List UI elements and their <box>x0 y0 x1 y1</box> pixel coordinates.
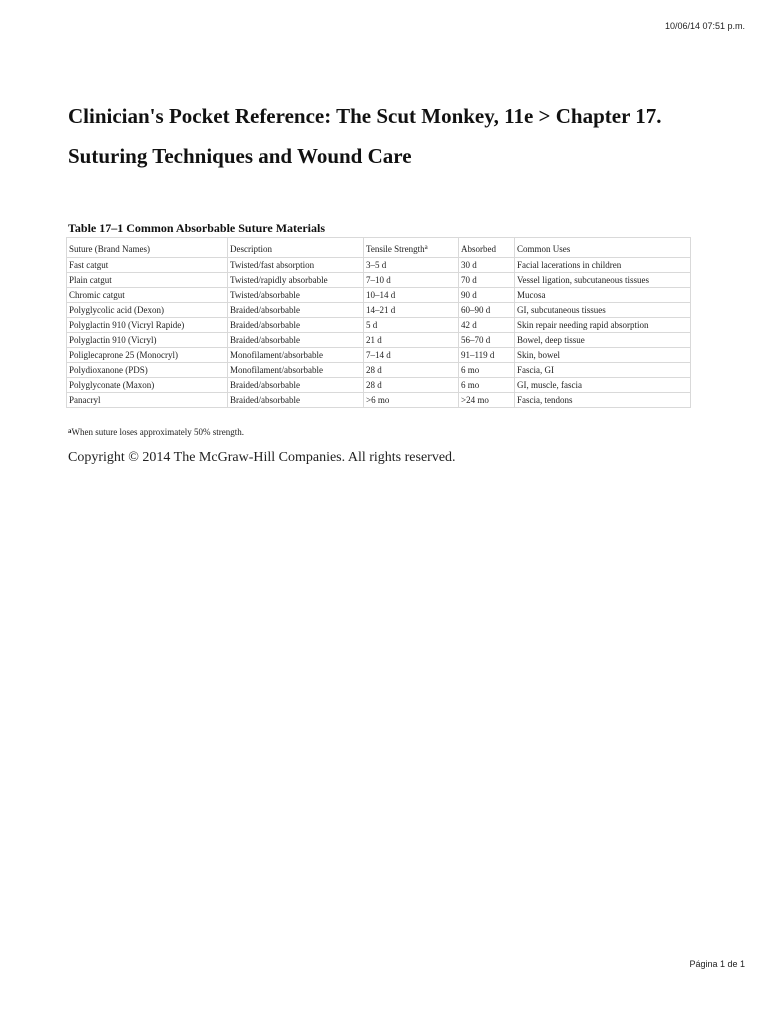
cell-suture: Plain catgut <box>67 273 228 288</box>
cell-common-uses: Bowel, deep tissue <box>515 333 691 348</box>
cell-common-uses: Facial lacerations in children <box>515 258 691 273</box>
suture-materials-table <box>66 237 691 408</box>
header-tensile-footnote-marker: a <box>424 243 428 251</box>
cell-suture: Polydioxanone (PDS) <box>67 363 228 378</box>
cell-absorbed: 70 d <box>459 273 515 288</box>
cell-absorbed: 56–70 d <box>459 333 515 348</box>
cell-suture: Polyglycolic acid (Dexon) <box>67 303 228 318</box>
cell-tensile-strength: 10–14 d <box>364 288 459 303</box>
cell-common-uses: GI, muscle, fascia <box>515 378 691 393</box>
cell-suture: Polyglyconate (Maxon) <box>67 378 228 393</box>
table-row <box>67 288 691 303</box>
table-row <box>67 378 691 393</box>
table-row <box>67 258 691 273</box>
cell-common-uses: Mucosa <box>515 288 691 303</box>
cell-description: Monofilament/absorbable <box>228 363 364 378</box>
cell-suture: Fast catgut <box>67 258 228 273</box>
page-number: Página 1 de 1 <box>689 959 745 969</box>
footnote-marker: a <box>68 427 72 435</box>
cell-absorbed: 42 d <box>459 318 515 333</box>
table-header-row <box>67 238 691 258</box>
header-absorbed: Absorbed <box>459 238 515 258</box>
cell-description: Twisted/fast absorption <box>228 258 364 273</box>
cell-tensile-strength: >6 mo <box>364 393 459 408</box>
header-suture: Suture (Brand Names) <box>67 238 228 258</box>
cell-description: Braided/absorbable <box>228 318 364 333</box>
copyright-notice: Copyright © 2014 The McGraw-Hill Companies. All rights reserved. <box>68 450 456 465</box>
table-row <box>67 333 691 348</box>
cell-tensile-strength: 7–14 d <box>364 348 459 363</box>
cell-description: Braided/absorbable <box>228 303 364 318</box>
table-row <box>67 363 691 378</box>
page-title: Clinician's Pocket Reference: The Scut Monkey, 11e > Chapter 17. Suturing Techniques and Wound Care <box>68 104 662 168</box>
cell-common-uses: Vessel ligation, subcutaneous tissues <box>515 273 691 288</box>
cell-description: Twisted/rapidly absorbable <box>228 273 364 288</box>
header-common-uses: Common Uses <box>515 238 691 258</box>
header-tensile-label: Tensile Strength <box>366 244 425 254</box>
cell-suture: Panacryl <box>67 393 228 408</box>
cell-common-uses: GI, subcutaneous tissues <box>515 303 691 318</box>
cell-suture: Chromic catgut <box>67 288 228 303</box>
cell-suture: Polyglactin 910 (Vicryl Rapide) <box>67 318 228 333</box>
cell-tensile-strength: 21 d <box>364 333 459 348</box>
cell-suture: Polyglactin 910 (Vicryl) <box>67 333 228 348</box>
header-tensile-strength <box>364 238 459 258</box>
footnote-text: When suture loses approximately 50% strength. <box>71 427 244 437</box>
cell-tensile-strength: 28 d <box>364 378 459 393</box>
cell-common-uses: Skin repair needing rapid absorption <box>515 318 691 333</box>
table-row <box>67 393 691 408</box>
cell-absorbed: 91–119 d <box>459 348 515 363</box>
cell-description: Monofilament/absorbable <box>228 348 364 363</box>
cell-tensile-strength: 3–5 d <box>364 258 459 273</box>
table-row <box>67 318 691 333</box>
cell-tensile-strength: 7–10 d <box>364 273 459 288</box>
cell-description: Braided/absorbable <box>228 393 364 408</box>
cell-common-uses: Skin, bowel <box>515 348 691 363</box>
cell-description: Braided/absorbable <box>228 333 364 348</box>
print-timestamp: 10/06/14 07:51 p.m. <box>664 21 745 31</box>
cell-description: Braided/absorbable <box>228 378 364 393</box>
cell-absorbed: 60–90 d <box>459 303 515 318</box>
table-title: Table 17–1 Common Absorbable Suture Materials <box>68 221 326 235</box>
table-row <box>67 348 691 363</box>
cell-description: Twisted/absorbable <box>228 288 364 303</box>
table-row <box>67 273 691 288</box>
table-row <box>67 303 691 318</box>
cell-tensile-strength: 28 d <box>364 363 459 378</box>
cell-absorbed: 30 d <box>459 258 515 273</box>
cell-tensile-strength: 14–21 d <box>364 303 459 318</box>
cell-absorbed: >24 mo <box>459 393 515 408</box>
cell-absorbed: 6 mo <box>459 363 515 378</box>
cell-common-uses: Fascia, tendons <box>515 393 691 408</box>
cell-tensile-strength: 5 d <box>364 318 459 333</box>
header-description: Description <box>228 238 364 258</box>
table-footnote <box>68 427 244 437</box>
cell-common-uses: Fascia, GI <box>515 363 691 378</box>
cell-absorbed: 90 d <box>459 288 515 303</box>
cell-suture: Poliglecaprone 25 (Monocryl) <box>67 348 228 363</box>
cell-absorbed: 6 mo <box>459 378 515 393</box>
